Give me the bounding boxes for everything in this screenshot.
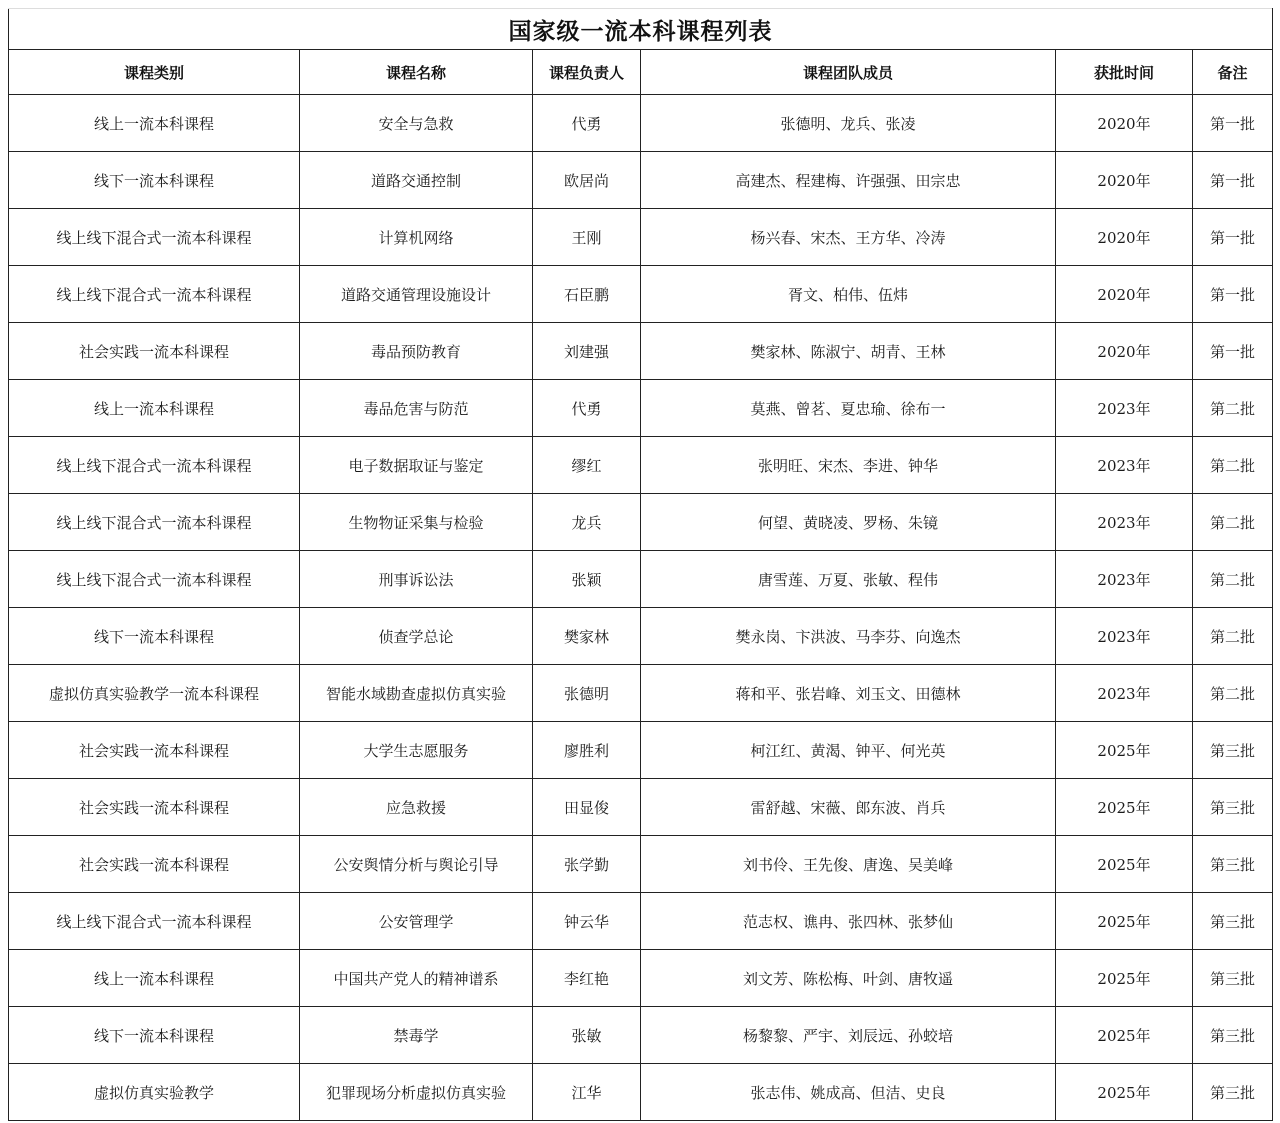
cell-approval-time: 2025年 bbox=[1056, 1007, 1193, 1064]
table-row bbox=[9, 893, 1273, 950]
cell-course-name: 计算机网络 bbox=[300, 209, 533, 266]
cell-course-category: 线上线下混合式一流本科课程 bbox=[9, 209, 300, 266]
cell-remarks: 第二批 bbox=[1193, 437, 1273, 494]
cell-course-category: 社会实践一流本科课程 bbox=[9, 836, 300, 893]
table-row bbox=[9, 380, 1273, 437]
cell-course-leader: 张颖 bbox=[533, 551, 641, 608]
table-row bbox=[9, 836, 1273, 893]
header-course-name: 课程名称 bbox=[300, 50, 533, 95]
cell-course-name: 公安管理学 bbox=[300, 893, 533, 950]
cell-team-members: 柯江红、黄渴、钟平、何光英 bbox=[641, 722, 1056, 779]
cell-course-leader: 钟云华 bbox=[533, 893, 641, 950]
cell-course-name: 安全与急救 bbox=[300, 95, 533, 152]
cell-team-members: 樊永岗、卞洪波、马李芬、向逸杰 bbox=[641, 608, 1056, 665]
cell-course-leader: 代勇 bbox=[533, 95, 641, 152]
cell-course-name: 智能水域勘查虚拟仿真实验 bbox=[300, 665, 533, 722]
cell-team-members: 范志权、谯冉、张四林、张梦仙 bbox=[641, 893, 1056, 950]
cell-course-leader: 张德明 bbox=[533, 665, 641, 722]
cell-course-category: 虚拟仿真实验教学 bbox=[9, 1064, 300, 1121]
cell-team-members: 张志伟、姚成高、但洁、史良 bbox=[641, 1064, 1056, 1121]
cell-remarks: 第二批 bbox=[1193, 665, 1273, 722]
cell-team-members: 胥文、柏伟、伍炜 bbox=[641, 266, 1056, 323]
cell-course-name: 电子数据取证与鉴定 bbox=[300, 437, 533, 494]
table-title: 国家级一流本科课程列表 bbox=[9, 9, 1273, 50]
cell-team-members: 张明旺、宋杰、李进、钟华 bbox=[641, 437, 1056, 494]
cell-approval-time: 2020年 bbox=[1056, 95, 1193, 152]
cell-course-leader: 廖胜利 bbox=[533, 722, 641, 779]
table-row bbox=[9, 1064, 1273, 1121]
cell-approval-time: 2025年 bbox=[1056, 893, 1193, 950]
cell-course-name: 犯罪现场分析虚拟仿真实验 bbox=[300, 1064, 533, 1121]
course-table bbox=[8, 8, 1273, 1121]
cell-course-name: 生物物证采集与检验 bbox=[300, 494, 533, 551]
cell-remarks: 第三批 bbox=[1193, 893, 1273, 950]
cell-course-leader: 缪红 bbox=[533, 437, 641, 494]
header-row bbox=[9, 50, 1273, 95]
table-row bbox=[9, 551, 1273, 608]
cell-course-leader: 王刚 bbox=[533, 209, 641, 266]
cell-course-category: 线上线下混合式一流本科课程 bbox=[9, 494, 300, 551]
cell-course-leader: 樊家林 bbox=[533, 608, 641, 665]
title-row bbox=[9, 9, 1273, 50]
cell-course-category: 线上线下混合式一流本科课程 bbox=[9, 266, 300, 323]
table-row bbox=[9, 950, 1273, 1007]
table-row bbox=[9, 665, 1273, 722]
table-row bbox=[9, 209, 1273, 266]
cell-course-name: 道路交通控制 bbox=[300, 152, 533, 209]
cell-team-members: 樊家林、陈淑宁、胡青、王林 bbox=[641, 323, 1056, 380]
header-course-category: 课程类别 bbox=[9, 50, 300, 95]
header-course-leader: 课程负责人 bbox=[533, 50, 641, 95]
cell-team-members: 雷舒越、宋薇、郎东波、肖兵 bbox=[641, 779, 1056, 836]
cell-course-name: 公安舆情分析与舆论引导 bbox=[300, 836, 533, 893]
cell-approval-time: 2020年 bbox=[1056, 323, 1193, 380]
cell-approval-time: 2025年 bbox=[1056, 779, 1193, 836]
cell-course-name: 中国共产党人的精神谱系 bbox=[300, 950, 533, 1007]
cell-course-category: 线上线下混合式一流本科课程 bbox=[9, 437, 300, 494]
cell-team-members: 何望、黄晓凌、罗杨、朱镜 bbox=[641, 494, 1056, 551]
table-row bbox=[9, 266, 1273, 323]
cell-course-category: 社会实践一流本科课程 bbox=[9, 323, 300, 380]
table-row bbox=[9, 779, 1273, 836]
cell-approval-time: 2025年 bbox=[1056, 836, 1193, 893]
cell-approval-time: 2023年 bbox=[1056, 494, 1193, 551]
cell-course-category: 社会实践一流本科课程 bbox=[9, 722, 300, 779]
cell-remarks: 第一批 bbox=[1193, 152, 1273, 209]
cell-course-leader: 石臣鹏 bbox=[533, 266, 641, 323]
table-row bbox=[9, 1007, 1273, 1064]
cell-team-members: 高建杰、程建梅、许强强、田宗忠 bbox=[641, 152, 1056, 209]
table-row bbox=[9, 722, 1273, 779]
cell-course-leader: 代勇 bbox=[533, 380, 641, 437]
cell-approval-time: 2023年 bbox=[1056, 665, 1193, 722]
cell-approval-time: 2020年 bbox=[1056, 209, 1193, 266]
header-remarks: 备注 bbox=[1193, 50, 1273, 95]
cell-remarks: 第二批 bbox=[1193, 608, 1273, 665]
cell-remarks: 第二批 bbox=[1193, 380, 1273, 437]
cell-course-leader: 李红艳 bbox=[533, 950, 641, 1007]
cell-course-name: 刑事诉讼法 bbox=[300, 551, 533, 608]
cell-approval-time: 2020年 bbox=[1056, 266, 1193, 323]
cell-remarks: 第一批 bbox=[1193, 95, 1273, 152]
cell-course-category: 线上一流本科课程 bbox=[9, 380, 300, 437]
cell-course-category: 线上一流本科课程 bbox=[9, 95, 300, 152]
cell-remarks: 第二批 bbox=[1193, 551, 1273, 608]
cell-remarks: 第一批 bbox=[1193, 323, 1273, 380]
cell-remarks: 第三批 bbox=[1193, 779, 1273, 836]
table-row bbox=[9, 494, 1273, 551]
cell-course-leader: 刘建强 bbox=[533, 323, 641, 380]
cell-remarks: 第一批 bbox=[1193, 209, 1273, 266]
header-team-members: 课程团队成员 bbox=[641, 50, 1056, 95]
cell-approval-time: 2023年 bbox=[1056, 437, 1193, 494]
cell-approval-time: 2025年 bbox=[1056, 722, 1193, 779]
cell-team-members: 杨黎黎、严宇、刘辰远、孙蛟培 bbox=[641, 1007, 1056, 1064]
cell-course-category: 线下一流本科课程 bbox=[9, 1007, 300, 1064]
cell-course-category: 社会实践一流本科课程 bbox=[9, 779, 300, 836]
cell-team-members: 刘文芳、陈松梅、叶剑、唐牧遥 bbox=[641, 950, 1056, 1007]
cell-course-leader: 江华 bbox=[533, 1064, 641, 1121]
cell-team-members: 张德明、龙兵、张凌 bbox=[641, 95, 1056, 152]
cell-course-name: 毒品预防教育 bbox=[300, 323, 533, 380]
table-row bbox=[9, 437, 1273, 494]
table-row bbox=[9, 323, 1273, 380]
cell-team-members: 杨兴春、宋杰、王方华、冷涛 bbox=[641, 209, 1056, 266]
cell-course-name: 禁毒学 bbox=[300, 1007, 533, 1064]
cell-approval-time: 2023年 bbox=[1056, 551, 1193, 608]
cell-course-category: 虚拟仿真实验教学一流本科课程 bbox=[9, 665, 300, 722]
cell-course-leader: 龙兵 bbox=[533, 494, 641, 551]
cell-approval-time: 2025年 bbox=[1056, 950, 1193, 1007]
cell-remarks: 第三批 bbox=[1193, 722, 1273, 779]
cell-remarks: 第三批 bbox=[1193, 836, 1273, 893]
cell-course-name: 大学生志愿服务 bbox=[300, 722, 533, 779]
table-row bbox=[9, 608, 1273, 665]
cell-course-leader: 张敏 bbox=[533, 1007, 641, 1064]
cell-course-category: 线上线下混合式一流本科课程 bbox=[9, 893, 300, 950]
table-row bbox=[9, 95, 1273, 152]
cell-remarks: 第三批 bbox=[1193, 1007, 1273, 1064]
cell-course-category: 线下一流本科课程 bbox=[9, 152, 300, 209]
cell-course-category: 线上一流本科课程 bbox=[9, 950, 300, 1007]
cell-team-members: 莫燕、曾茗、夏忠瑜、徐布一 bbox=[641, 380, 1056, 437]
cell-remarks: 第一批 bbox=[1193, 266, 1273, 323]
table-row bbox=[9, 152, 1273, 209]
header-approval-time: 获批时间 bbox=[1056, 50, 1193, 95]
cell-team-members: 唐雪莲、万夏、张敏、程伟 bbox=[641, 551, 1056, 608]
cell-course-category: 线下一流本科课程 bbox=[9, 608, 300, 665]
table-body bbox=[9, 95, 1273, 1121]
cell-course-leader: 欧居尚 bbox=[533, 152, 641, 209]
cell-course-category: 线上线下混合式一流本科课程 bbox=[9, 551, 300, 608]
cell-course-name: 侦查学总论 bbox=[300, 608, 533, 665]
cell-remarks: 第三批 bbox=[1193, 950, 1273, 1007]
cell-remarks: 第三批 bbox=[1193, 1064, 1273, 1121]
cell-course-name: 应急救援 bbox=[300, 779, 533, 836]
cell-team-members: 蒋和平、张岩峰、刘玉文、田德林 bbox=[641, 665, 1056, 722]
cell-team-members: 刘书伶、王先俊、唐逸、吴美峰 bbox=[641, 836, 1056, 893]
cell-approval-time: 2023年 bbox=[1056, 608, 1193, 665]
cell-approval-time: 2023年 bbox=[1056, 380, 1193, 437]
cell-approval-time: 2020年 bbox=[1056, 152, 1193, 209]
cell-course-name: 毒品危害与防范 bbox=[300, 380, 533, 437]
cell-course-leader: 田显俊 bbox=[533, 779, 641, 836]
cell-course-leader: 张学勤 bbox=[533, 836, 641, 893]
cell-course-name: 道路交通管理设施设计 bbox=[300, 266, 533, 323]
cell-approval-time: 2025年 bbox=[1056, 1064, 1193, 1121]
cell-remarks: 第二批 bbox=[1193, 494, 1273, 551]
